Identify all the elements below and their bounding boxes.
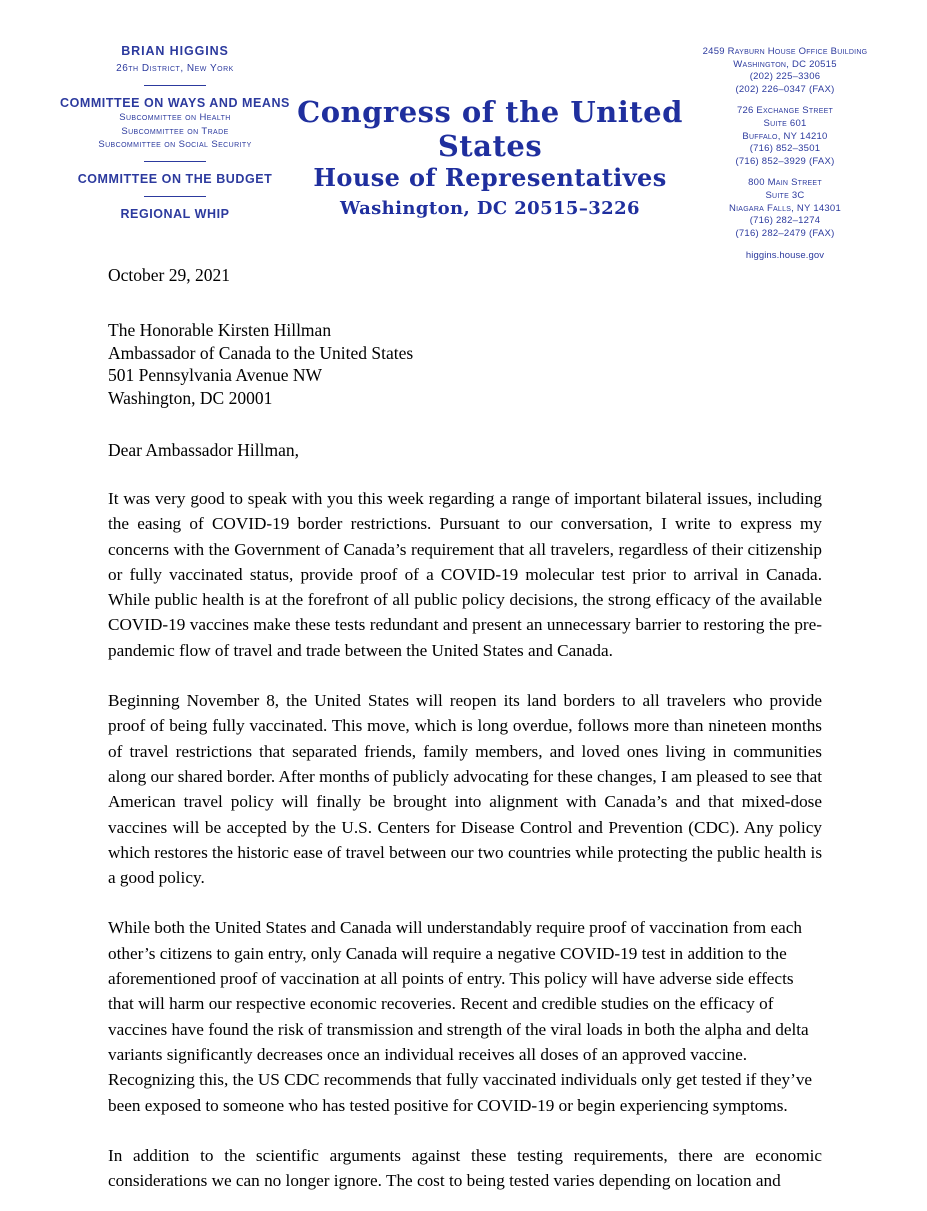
- member-role: REGIONAL WHIP: [120, 206, 230, 221]
- website-link[interactable]: higgins.house.gov: [745, 250, 825, 262]
- letter-date: October 29, 2021: [108, 265, 230, 285]
- letter-paragraph-1: It was very good to speak with you this week regarding a range of important bilateral issues, including the easing of COVID-19 border restrictions. Pursuant to our conversation, I write to express my concerns with the Government of Canada’s requirement that all travelers, regardless of their citizenship or fully vaccinated status, provide proof of a COVID-19 molecular test prior to arrival in Canada. While public health is at the forefront of all public policy decisions, the strong efficacy of the available COVID-19 vaccines make these tests redundant and present an unnecessary barrier to restoring the pre-pandemic flow of travel and trade between the United States and Canada.: [108, 489, 822, 660]
- office-phone: (716) 852–3501: [749, 143, 821, 155]
- committee-ways-and-means: COMMITTEE ON WAYS AND MEANS: [60, 96, 290, 110]
- office-address-line: 800 Main Street: [748, 177, 822, 189]
- letter-body: [108, 264, 822, 1211]
- letter-paragraph-2: Beginning November 8, the United States will reopen its land borders to all travelers who provide proof of being fully vaccinated. This move, which is long overdue, follows more than nineteen months of travel restrictions that separated friends, family members, and loved ones living in communities along our shared border. After months of publicly advocating for these changes, I am pleased to see that American travel policy will finally be brought into alignment with Canada’s and that mixed-dose vaccines will be accepted by the U.S. Centers for Disease Control and Prevention (CDC). Any policy which restores the historic ease of travel between our two countries while protecting the public health is a good policy.: [108, 691, 823, 888]
- office-phone: (202) 225–3306: [749, 71, 821, 83]
- office-fax: (202) 226–0347 (FAX): [735, 83, 835, 95]
- subcommittee-trade: Subcommittee on Trade: [121, 125, 229, 137]
- recipient-title: Ambassador of Canada to the United States: [108, 342, 414, 363]
- office-address-line: Suite 3C: [765, 189, 805, 201]
- member-district: 26th District, New York: [116, 63, 234, 74]
- letterhead: [0, 0, 927, 262]
- office-address-line: Washington, DC 20515: [733, 58, 837, 70]
- recipient-name: The Honorable Kirsten Hillman: [108, 320, 332, 340]
- divider-rule: [144, 85, 206, 86]
- recipient-address-block: [108, 319, 822, 409]
- office-fax: (716) 282–2479 (FAX): [735, 227, 835, 239]
- member-name: BRIAN HIGGINS: [121, 44, 229, 58]
- recipient-city-state-zip: Washington, DC 20001: [108, 387, 273, 408]
- subcommittee-health: Subcommittee on Health: [119, 112, 231, 123]
- letter-paragraph-3: While both the United States and Canada will understandably require proof of vaccination from each other’s citizens to gain entry, only Canada will require a negative COVID-19 test in addition to the aforementioned proof of vaccination at all points of entry. This policy will have adverse side effects that will harm our respective economic recoveries. Recent and credible studies on the efficacy of vaccines have found the risk of transmission and strength of the viral loads in both the alpha and delta variants significantly decreases once an individual receives all doses of an approved vaccine. Recognizing this, the US CDC recommends that fully vaccinated individuals only get tested if they’ve been exposed to someone who has tested positive for COVID-19 or begin experiencing symptoms.: [108, 918, 813, 1115]
- subcommittee-social-security: Subcommittee on Social Security: [98, 139, 252, 150]
- office-fax: (716) 852–3929 (FAX): [735, 155, 835, 167]
- office-address-line: Suite 601: [763, 117, 807, 129]
- office-buffalo: [660, 105, 910, 168]
- letter-salutation: Dear Ambassador Hillman,: [108, 440, 299, 460]
- recipient-street: 501 Pennsylvania Avenue NW: [108, 365, 323, 385]
- office-niagara-falls: [660, 177, 910, 240]
- divider-rule: [144, 196, 206, 197]
- masthead: [255, 95, 725, 222]
- masthead-address: Washington, DC 20515–3226: [340, 198, 640, 219]
- office-address-line: Niagara Falls, NY 14301: [729, 202, 841, 214]
- masthead-house: House of Representatives: [313, 163, 667, 192]
- office-washington: [660, 46, 910, 96]
- office-address-line: Buffalo, NY 14210: [742, 130, 828, 142]
- masthead-congress: Congress of the United States: [297, 95, 683, 163]
- committee-budget: COMMITTEE ON THE BUDGET: [77, 171, 273, 186]
- letter-paragraph-4: In addition to the scientific arguments against these testing requirements, there are economic considerations we can no longer ignore. The cost to being tested varies depending on location and: [108, 1145, 822, 1191]
- office-address-line: 726 Exchange Street: [736, 105, 834, 117]
- divider-rule: [144, 161, 206, 162]
- office-phone: (716) 282–1274: [749, 215, 821, 227]
- letterhead-right-column: [660, 46, 910, 262]
- office-address-line: 2459 Rayburn House Office Building: [702, 46, 868, 57]
